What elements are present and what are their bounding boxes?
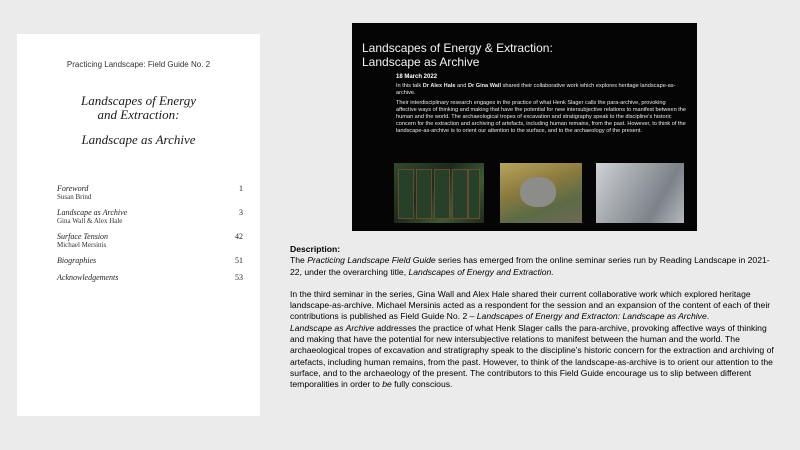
toc-title: Biographies (57, 256, 97, 265)
desc-p3-em2: be (382, 379, 392, 390)
book-title (17, 94, 260, 122)
description-label: Description: (290, 244, 341, 254)
description-paragraph-2 (290, 289, 780, 323)
film-frame (434, 169, 450, 219)
slide-intro-pre: In this talk (396, 83, 423, 89)
toc-title: Landscape as Archive (57, 208, 128, 217)
toc-page: 1 (239, 184, 243, 193)
slide-title-line1: Landscapes of Energy & Extraction: (362, 41, 553, 55)
book-title-line2: and Extraction: (97, 107, 180, 122)
seminar-slide-image (352, 23, 697, 231)
desc-p2-a: In the third seminar in the series, Gina Wall and Alex Hale shared their current collaborative work which explored heritage landscape-as-archive. Michael Mersinis acted as a respondent for the session and an expansion of the content of each of their contributions is published as Field Guide No. 2 – (290, 288, 771, 322)
table-of-contents (57, 184, 243, 290)
toc-author: Susan Brind (57, 193, 92, 201)
toc-item-surface-tension (57, 232, 243, 256)
slide-intro-mid: and (455, 83, 468, 89)
toc-page: 51 (235, 256, 243, 265)
desc-p2-b: . (706, 311, 710, 322)
slide-body-text: Their interdisciplinary research engages in the practice of what Henk Slager calls the para-archive, provoking affective ways of thinking and making that have the potential for new intersubjective relations to manifest between the human and the world. The archaeological tropes of excavation and stratigraphy speak to the discipline's historic concern for the extraction and archiving of artefacts, including human remains, from the past. However, to think of the landscape-as-archive is to orient our attention to the surface, and to the archaeology of the present. (396, 100, 687, 134)
toc-item-acknowledgements (57, 273, 243, 290)
desc-p3-b: fully conscious. (391, 379, 453, 390)
slide-intro-text (396, 83, 686, 97)
desc-p2-em: Landscapes of Energy and Extracton: Landscape as Archive (476, 311, 707, 322)
toc-title: Acknowledgements (57, 273, 119, 282)
desc-p3-em: Landscape as Archive (290, 322, 375, 333)
slide-title-line2: Landscape as Archive (362, 55, 480, 69)
desc-p1-em2: Landscapes of Energy and Extraction. (408, 266, 554, 277)
book-title-line1: Landscapes of Energy (80, 93, 197, 108)
toc-page: 42 (235, 232, 243, 241)
toc-author: Michael Mersinis (57, 241, 107, 249)
slide-speaker-2: Dr Gina Wall (467, 83, 502, 89)
slide-date: 18 March 2022 (396, 74, 438, 80)
toc-page: 53 (235, 273, 243, 282)
desc-p1-a: The (290, 255, 308, 266)
slide-title (362, 41, 553, 69)
film-frame (452, 169, 468, 219)
stone-shape (520, 177, 556, 207)
desc-p1-em: Practicing Landscape Field Guide (307, 255, 436, 266)
toc-item-biographies (57, 256, 243, 273)
stone-object-photo (500, 163, 582, 223)
toc-title: Foreword (57, 184, 89, 193)
desc-p3-a: addresses the practice of what Henk Slager calls the para-archive, provoking affective ways of thinking and making that have the potential for new intersubjective relations to manifest between the human and the world. The archaeological tropes of excavation and stratigraphy speak to the discipline’s historic concern for the extraction and archiving of artefacts, including human remains, from the past. However, to think of the landscape-as-archive is to orient our attention to the surface, and to the archaeology of the present. The contributors to this Field Guide encourage us to slip between different temporalities in order to (290, 322, 774, 390)
slide-speaker-1: Dr Alex Hale (422, 83, 456, 89)
slide-intro-post: shared their collaborative work which explores heritage landscape-as-archive. (396, 83, 676, 96)
film-strip-photo (394, 163, 484, 223)
book-contents-page (17, 34, 260, 416)
description-block (290, 244, 780, 391)
description-paragraph-3 (290, 323, 780, 391)
book-subtitle: Landscape as Archive (81, 132, 196, 147)
toc-title: Surface Tension (57, 232, 109, 241)
desc-p1-b: series has emerged from the online seminar series run by Reading Landscape in 2021-22, under the overarching title, (290, 255, 770, 277)
toc-item-landscape-as-archive (57, 208, 243, 232)
film-frame (398, 169, 414, 219)
toc-page: 3 (239, 208, 243, 217)
film-frame (416, 169, 432, 219)
toc-author: Gina Wall & Alex Hale (57, 217, 123, 225)
series-heading: Practicing Landscape: Field Guide No. 2 (66, 60, 211, 69)
film-frame (468, 169, 480, 219)
toc-item-foreword (57, 184, 243, 208)
description-paragraph-1 (290, 255, 780, 278)
rock-surface-photo (596, 163, 684, 223)
